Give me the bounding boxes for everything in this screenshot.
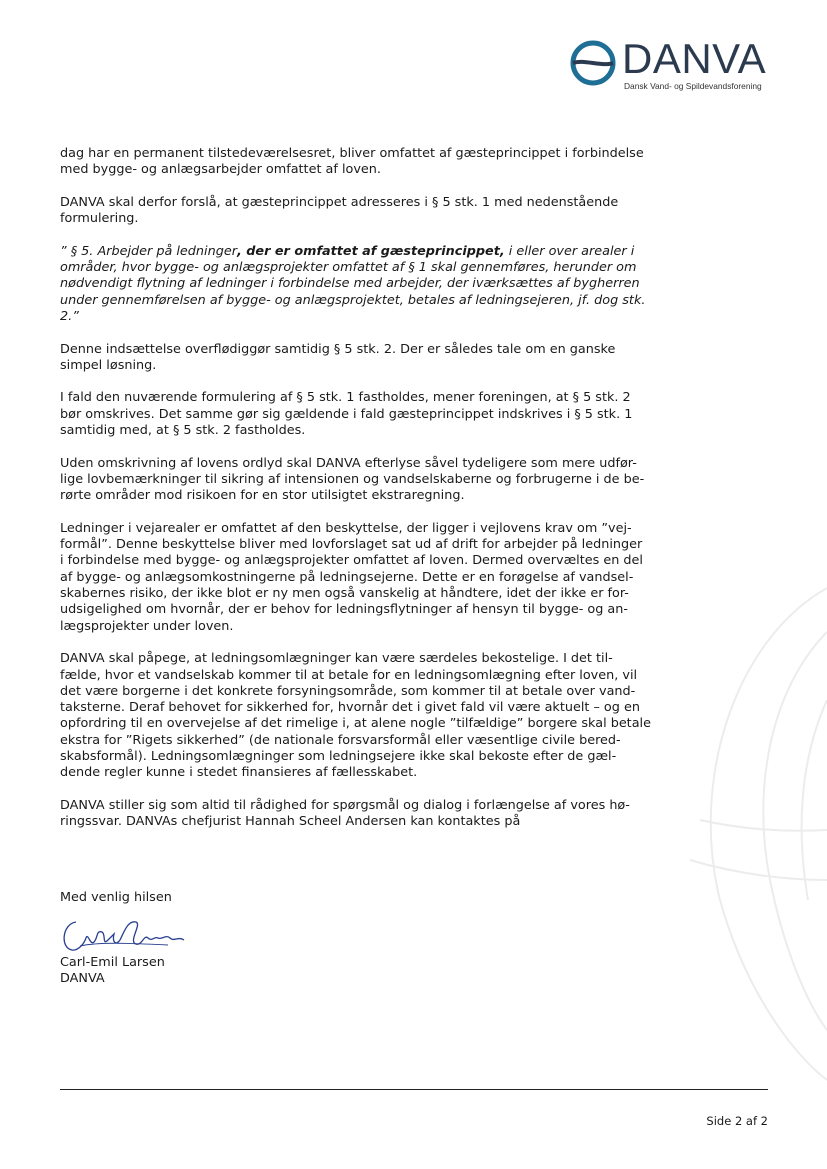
text-line: dende regler kunne i stedet finansieres af fællesskabet. (60, 765, 418, 781)
paragraph-7 (60, 651, 674, 781)
text-line: rørte områder mod risikoen for en stor utilsigtet ekstraregning. (60, 488, 465, 504)
text-line: lægsprojekter under loven. (60, 618, 234, 634)
text-line: I fald den nuværende formulering af § 5 stk. 1 fastholdes, mener foreningen, at § 5 stk. 2 (60, 390, 631, 406)
logo-subtitle: Dansk Vand- og Spildevandsforening (624, 81, 762, 91)
paragraph-3 (60, 342, 674, 375)
quote-line: under gennemførelsen af bygge- og anlægsprojektet, betales af ledningsejeren, jf. dog stk. (60, 292, 646, 308)
signer-name: Carl-Emil Larsen (60, 955, 165, 970)
quote-line: 2.” (60, 308, 79, 324)
text-line: opfordring til en overvejelse af det rimelige i, at alene nogle ”tilfældige” borgere skal betale (60, 716, 651, 732)
quote-segment: ” § 5. Arbejder på ledninger (60, 243, 237, 259)
text-line: formål”. Denne beskyttelse bliver med lovforslaget sat ud af drift for arbejder på ledninger (60, 537, 643, 553)
paragraph-4 (60, 390, 674, 439)
text-line: dag har en permanent tilstedeværelsesret, bliver omfattet af gæsteprincippet i forbindelse (60, 146, 644, 161)
text-line: udsigelighed om hvornår, der er behov for ledningsflytninger af hensyn til bygge- og an- (60, 602, 628, 618)
text-line: DANVA skal derfor forslå, at gæsteprincippet adresseres i § 5 stk. 1 med nedenstående (60, 194, 619, 210)
text-line: i forbindelse med bygge- og anlægsprojekter omfattet af loven. Dermed overvæltes en del (60, 553, 643, 569)
text-line: ekstra for ”Rigets sikkerhed” (de nationale forsvarsformål eller væsentlige civile bered- (60, 732, 621, 748)
quote-line: områder, hvor bygge- og anlægsprojekter omfattet af § 1 skal gennemføres, herunder om (60, 260, 637, 276)
quote-line: nødvendigt flytning af ledninger i forbindelse med arbejder, der iværksættes af bygherren (60, 276, 640, 292)
page-number: Side 2 af 2 (706, 1114, 768, 1128)
text-line: det være borgerne i det konkrete forsyningsområde, som kommer til at betale over vand- (60, 683, 636, 699)
text-line: Ledninger i vejarealer er omfattet af den beskyttelse, der ligger i vejlovens krav om ”vej- (60, 520, 632, 536)
paragraph-8 (60, 798, 674, 831)
text-line: skabernes risiko, der ikke blot er ny men også vanskelig at håndtere, idet der ikke er for- (60, 586, 629, 602)
paragraph-2 (60, 195, 674, 228)
quote-segment: i eller over arealer i (504, 243, 635, 259)
text-line: bør omskrives. Det samme gør sig gældende i fald gæsteprincippet indskrives i § 5 stk. 1 (60, 406, 633, 422)
text-line: formulering. (60, 211, 139, 227)
text-line: lige lovbemærkninger til sikring af intensionen og vandselskaberne og forbrugerne i de be- (60, 471, 645, 487)
paragraph-6 (60, 521, 674, 635)
text-line: DANVA skal påpege, at ledningsomlægninger kan være særdeles bekostelige. I det til- (60, 651, 613, 667)
text-line: ringssvar. DANVAs chefjurist Hannah Scheel Andersen kan kontaktes på (60, 814, 521, 830)
signer-organization: DANVA (60, 971, 105, 987)
closing-greeting: Med venlig hilsen (60, 890, 172, 905)
text-line: Uden omskrivning af lovens ordlyd skal DANVA efterlyse såvel tydeligere som mere udfør- (60, 455, 637, 471)
danva-emblem-icon (568, 38, 618, 88)
quote-line (60, 244, 674, 260)
text-line: fælde, hvor et vandselskab kommer til at betale for en ledningsomlægning efter loven, vil (60, 667, 638, 683)
signer-block (60, 955, 165, 988)
footer-divider (60, 1089, 768, 1090)
text-line: skabsformål). Ledningsomlægninger som ledningsejere ikke skal bekoste efter de gæl- (60, 748, 617, 764)
paragraph-1 (60, 146, 674, 179)
quote-emphasis: , der er omfattet af gæsteprincippet, (236, 243, 505, 259)
text-line: af bygge- og anlægsomkostningerne på ledningsejerne. Dette er en forøgelse af vandsel- (60, 569, 634, 585)
text-line: simpel løsning. (60, 357, 157, 373)
letter-body (60, 146, 674, 847)
text-line: med bygge- og anlægsarbejder omfattet af loven. (60, 162, 381, 178)
text-line: Denne indsættelse overflødiggør samtidig § 5 stk. 2. Der er således tale om en ganske (60, 341, 616, 357)
text-line: samtidig med, at § 5 stk. 2 fastholdes. (60, 423, 306, 439)
handwritten-signature (58, 912, 188, 956)
proposed-wording-quote (60, 244, 674, 325)
text-line: DANVA stiller sig som altid til rådighed for spørgsmål og dialog i forlængelse af vores hø- (60, 797, 630, 813)
text-line: taksterne. Deraf behovet for sikkerhed for, hvornår det i givet fald vil være aktuelt – og en (60, 700, 640, 716)
danva-logo (568, 36, 768, 96)
paragraph-5 (60, 456, 674, 505)
logo-wordmark: DANVA (622, 35, 767, 82)
